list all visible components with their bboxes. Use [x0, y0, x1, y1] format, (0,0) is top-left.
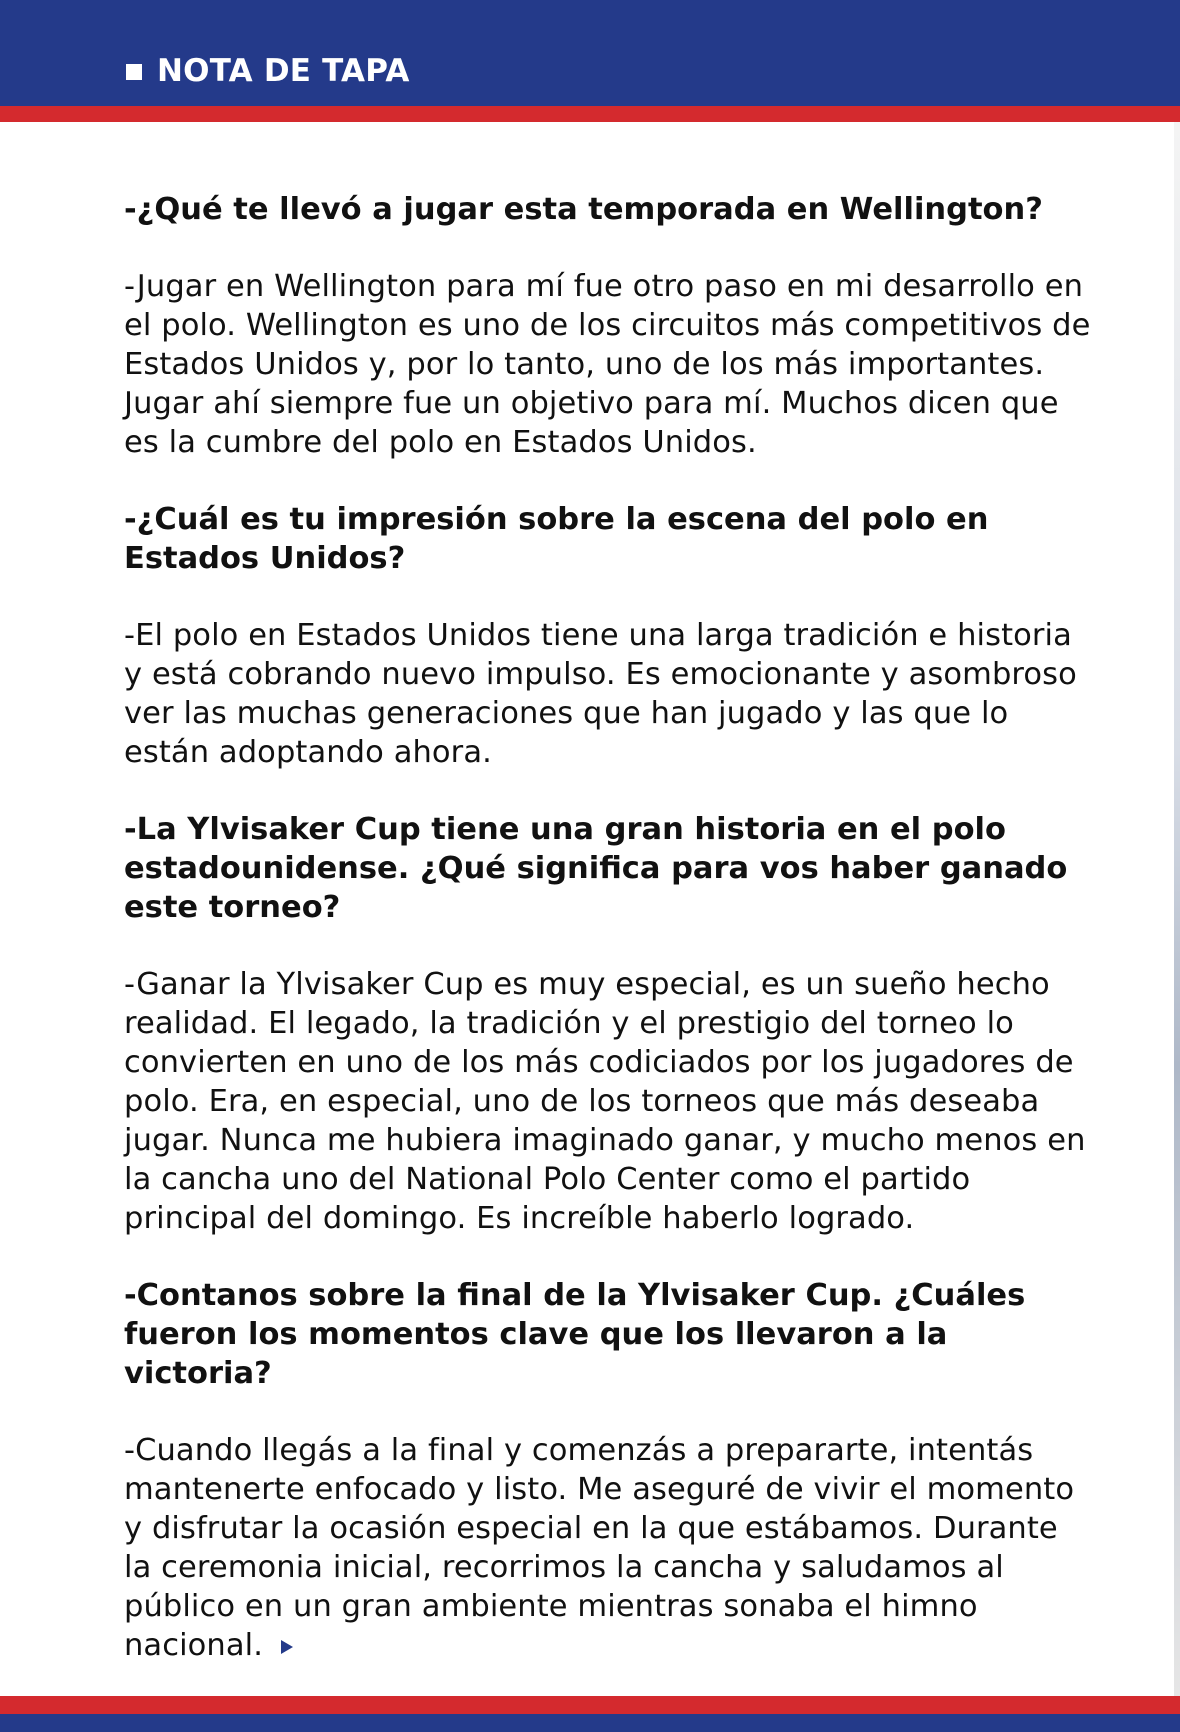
- interview-question: -Contanos sobre la final de la Ylvisaker Cup. ¿Cuáles fueron los momentos clave que los llevaron a la victoria?: [124, 1278, 1026, 1391]
- footer-bar: [0, 1714, 1180, 1732]
- article-body: [124, 190, 1094, 1703]
- interview-answer-text: -Cuando llegás a la final y comenzás a prepararte, intentás mantenerte enfocado y listo. Me aseguré de vivir el momento y disfrutar la ocasión especial en la que estábamos. Durante la ceremonia inicial, recorrimos la cancha y saludamos al público en un gran ambiente mientras sonaba el himno nacional.: [124, 1433, 1075, 1663]
- interview-answer: -Jugar en Wellington para mí fue otro paso en mi desarrollo en el polo. Wellington es uno de los circuitos más competitivos de Estados Unidos y, por lo tanto, uno de los más importantes. Jugar ahí siempre fue un objetivo para mí. Muchos dicen que es la cumbre del polo en Estados Unidos.: [124, 269, 1091, 460]
- interview-answer: -El polo en Estados Unidos tiene una larga tradición e historia y está cobrando nuevo impulso. Es emocionante y asombroso ver las muchas generaciones que han jugado y las que lo están adoptando ahora.: [124, 618, 1077, 770]
- footer-red-stripe: [0, 1696, 1180, 1714]
- interview-answer: -Ganar la Ylvisaker Cup es muy especial, es un sueño hecho realidad. El legado, la tradición y el prestigio del torneo lo convierten en uno de los más codiciados por los jugadores de polo. Era, en especial, uno de los torneos que más deseaba jugar. Nunca me hubiera imaginado ganar, y mucho menos en la cancha uno del National Polo Center como el partido principal del domingo. Es increíble haberlo logrado.: [124, 967, 1086, 1236]
- interview-question: -¿Cuál es tu impresión sobre la escena del polo en Estados Unidos?: [124, 502, 989, 576]
- interview-answer-last: [124, 1431, 1094, 1665]
- page-edge-decoration: [1174, 122, 1180, 1696]
- interview-question: -¿Qué te llevó a jugar esta temporada en Wellington?: [124, 192, 1043, 227]
- interview-question: -La Ylvisaker Cup tiene una gran historia en el polo estadounidense. ¿Qué significa para vos haber ganado este torneo?: [124, 812, 1068, 925]
- square-icon: [126, 64, 142, 80]
- triangle-right-icon: [281, 1640, 293, 1654]
- section-label: NOTA DE TAPA: [157, 53, 410, 89]
- header-red-stripe: [0, 106, 1180, 122]
